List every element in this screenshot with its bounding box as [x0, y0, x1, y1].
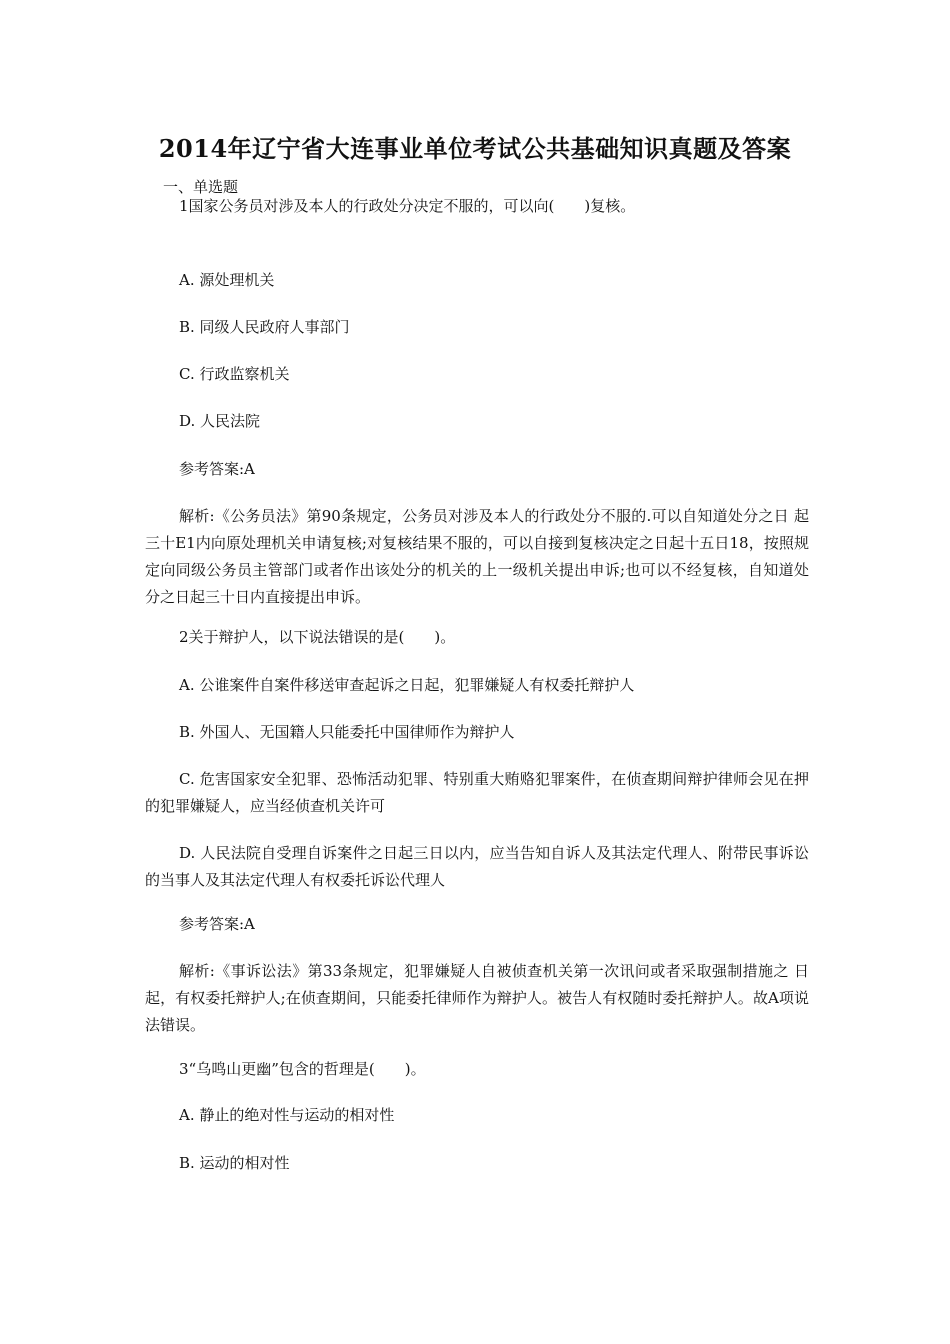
q2-option-c: C. 危害国家安全犯罪、恐怖活动犯罪、特别重大贿赂犯罪案件，在侦查期间辩护律师会见在押的犯罪嫌疑人，应当经侦查机关许可 — [145, 770, 809, 815]
q1-option-a: A. 源处理机关 — [179, 271, 275, 289]
q2-answer: 参考答案:A — [179, 915, 255, 933]
q1-option-c: C. 行政监察机关 — [179, 365, 290, 383]
document-title: 2014年辽宁省大连事业单位考试公共基础知识真题及答案 — [158, 134, 792, 163]
q1-option-d: D. 人民法院 — [179, 412, 261, 430]
q2-option-b: B. 外国人、无国籍人只能委托中国律师作为辩护人 — [179, 723, 515, 741]
q2-option-d: D. 人民法院自受理自诉案件之日起三日以内，应当告知自诉人及其法定代理人、附带民事诉讼的当事人及其法定代理人有权委托诉讼代理人 — [145, 844, 809, 889]
q2-stem: 2关于辩护人，以下说法错误的是( )。 — [179, 628, 456, 646]
q1-option-b: B. 同级人民政府人事部门 — [179, 318, 350, 336]
q1-answer: 参考答案:A — [179, 460, 255, 478]
q2-analysis: 解析:《事诉讼法》第33条规定，犯罪嫌疑人自被侦查机关第一次讯问或者采取强制措施之 日起，有权委托辩护人;在侦查期间，只能委托律师作为辩护人。被告人有权随时委托辩护人。故A项说法错误。 — [145, 962, 809, 1034]
q1-stem: 1国家公务员对涉及本人的行政处分决定不服的，可以向( )复核。 — [179, 197, 636, 215]
q2-option-a: A. 公谁案件自案件移送审查起诉之日起，犯罪嫌疑人有权委托辩护人 — [179, 676, 635, 694]
q1-analysis: 解析:《公务员法》第90条规定，公务员对涉及本人的行政处分不服的.可以自知道处分之日 起三十E1内向原处理机关申请复核;对复核结果不服的，可以自接到复核决定之日起十五日18，按照规定向同级公务员主管部门或者作出该处分的机关的上一级机关提出申诉;也可以不经复核，自知道处分之日起三十日内直接提出申诉。 — [145, 507, 809, 606]
q3-option-b: B. 运动的相对性 — [179, 1154, 290, 1172]
q3-stem: 3“乌鸣山更幽”包含的哲理是( )。 — [179, 1060, 426, 1078]
q3-option-a: A. 静止的绝对性与运动的相对性 — [179, 1106, 395, 1124]
section-heading: 一、单选题 — [163, 178, 239, 196]
